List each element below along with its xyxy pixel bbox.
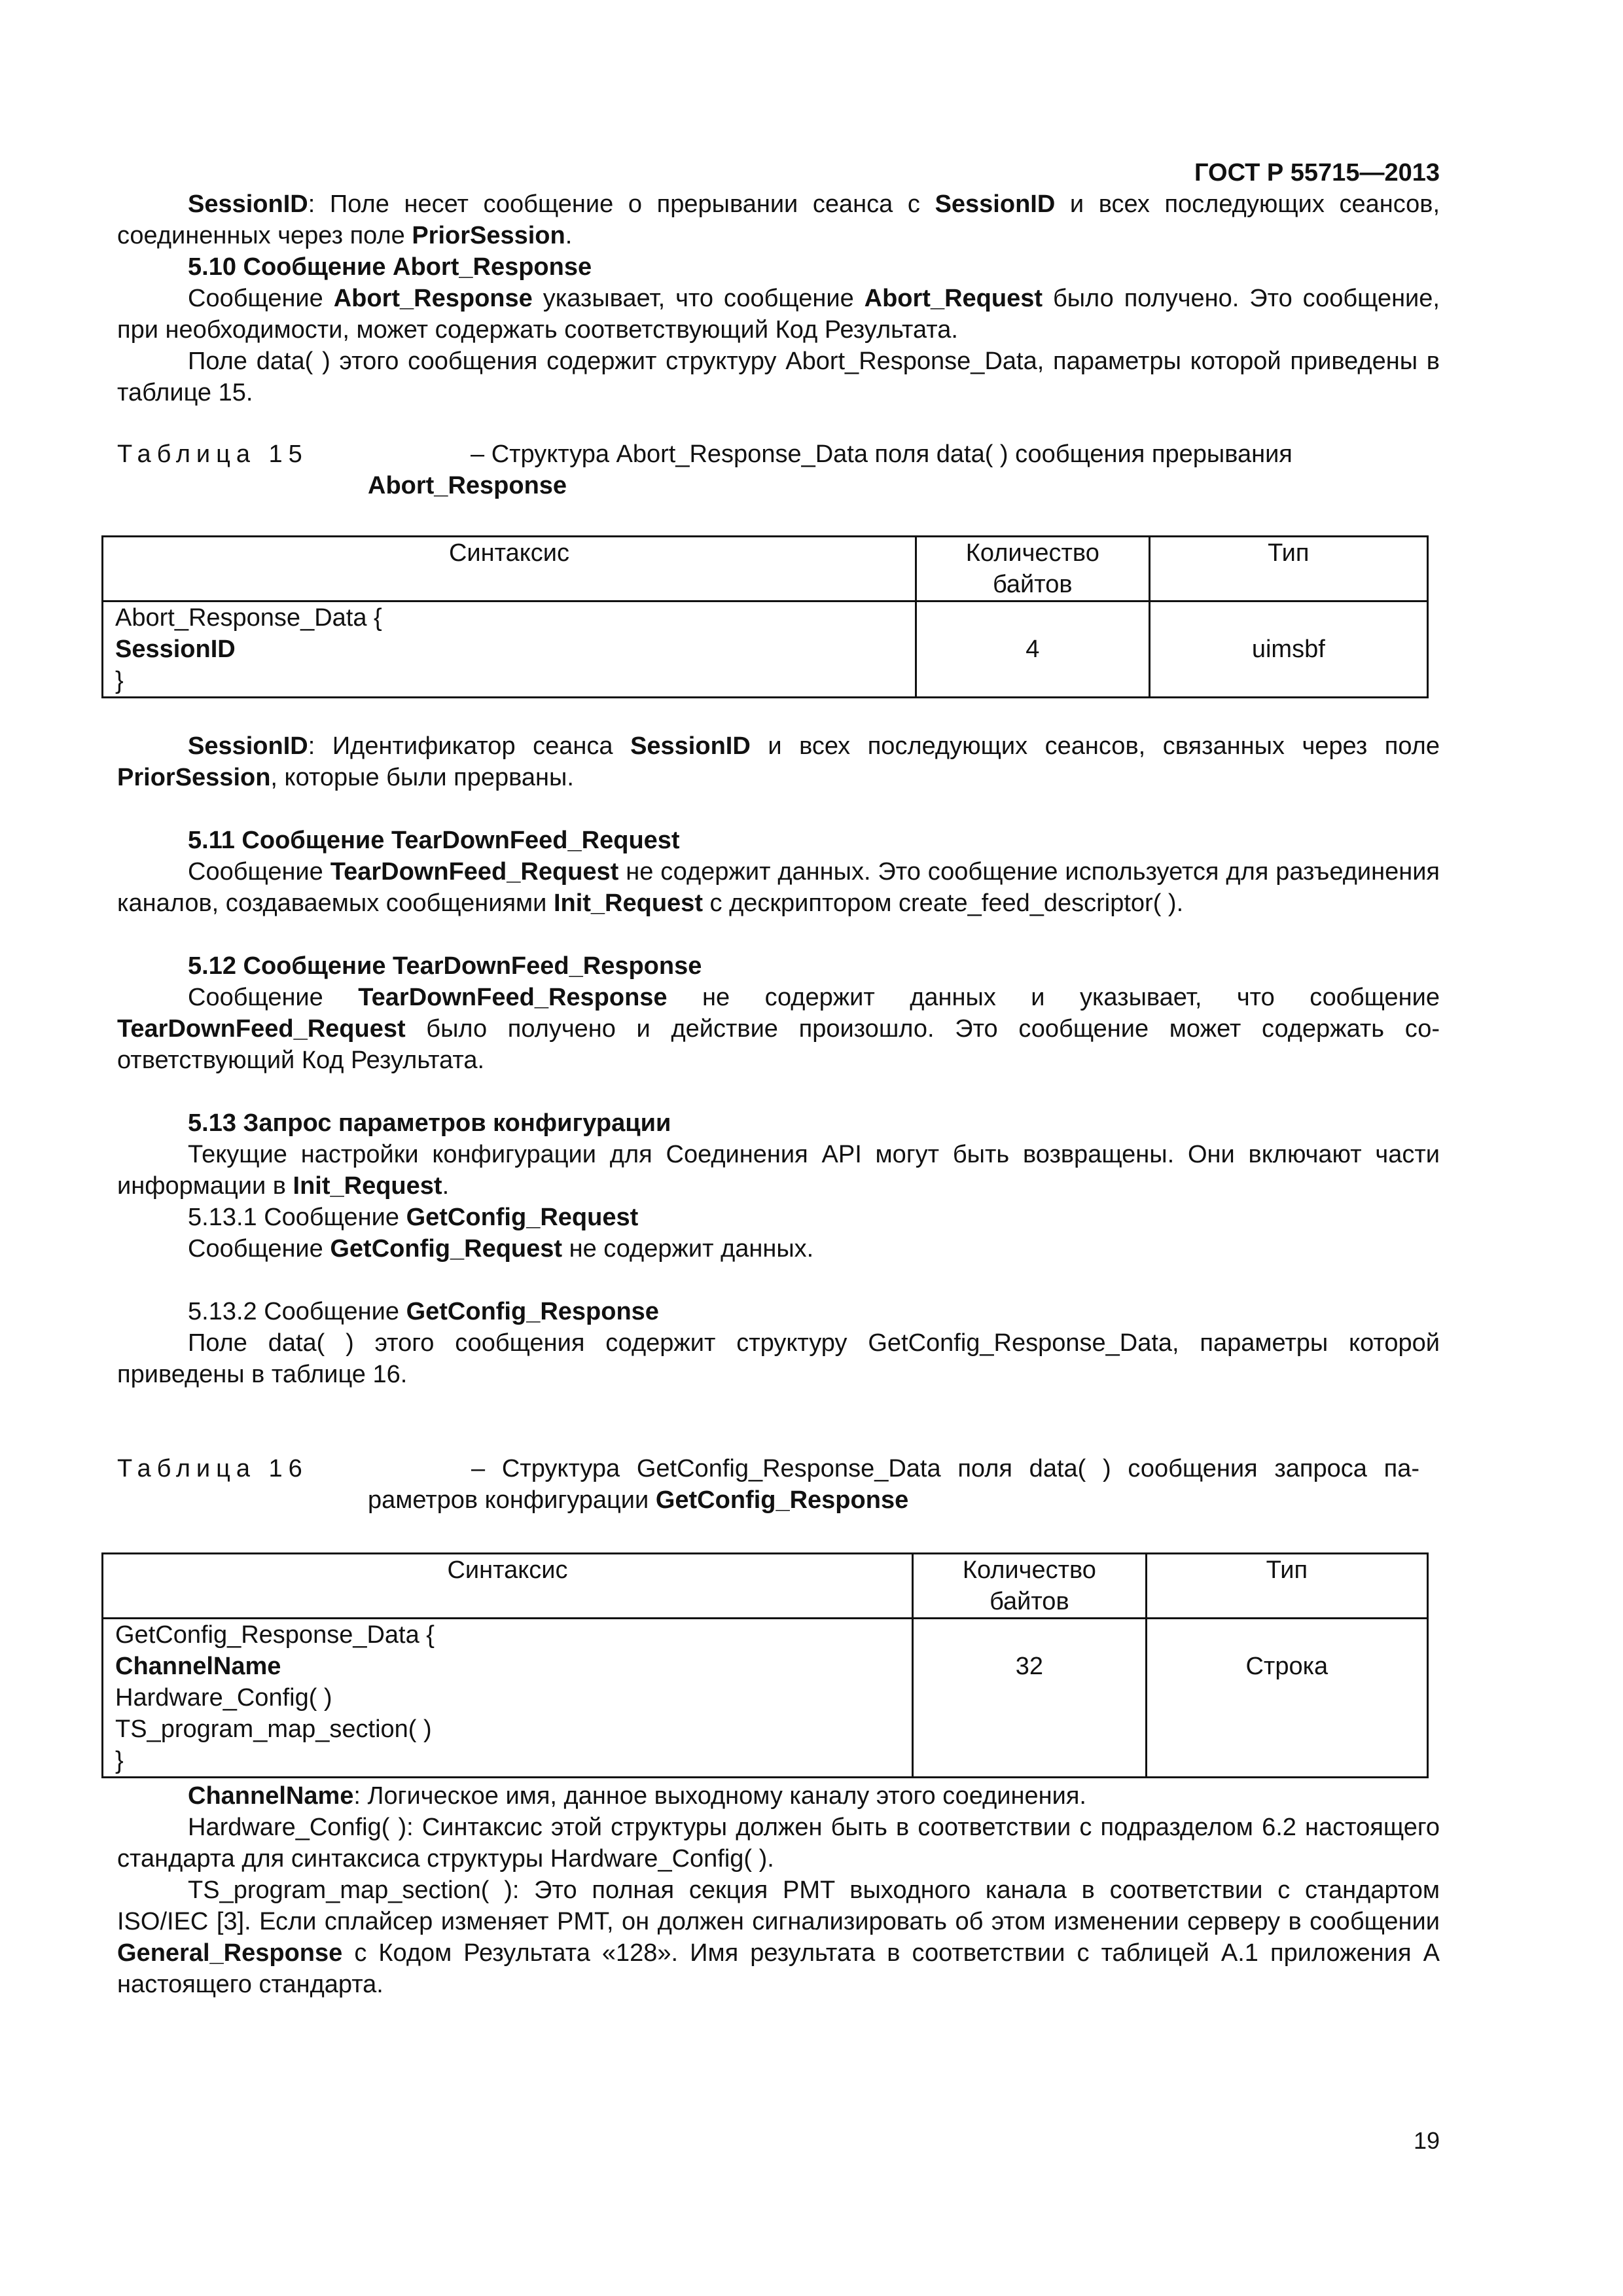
table-row [103,1619,1428,1778]
bytes-cell: 4 [916,601,1149,698]
syntax-line: TS_program_map_section( ) [115,1715,432,1743]
page-number: 19 [1413,2127,1440,2154]
channel-name-paragraph [117,1780,1440,1812]
session-id-paragraph [117,188,1440,251]
section-heading-5-10: 5.10 Сообщение Abort_Response [188,253,592,281]
text: не содержит данных и указывает, что сообщение [667,984,1440,1011]
text: . [565,222,573,249]
text: указывает, что сообщение [532,285,865,312]
syntax-line: ChannelName [115,1653,281,1680]
term: TearDownFeed_Response [358,984,668,1011]
text: было получено и действие произошло. Это сообщение может содержать соответствующий Код Результата. [117,1015,1440,1074]
text: и всех последующих сеансов, соединенных через поле [117,190,1440,249]
term: Abort_Response [333,285,533,312]
header-bytes: Количество байтов [913,1554,1147,1619]
abort-response-paragraph [117,283,1440,346]
getconfig-request-paragraph [117,1233,1440,1265]
header-syntax: Синтаксис [103,1554,913,1619]
table-header-row [103,1554,1428,1619]
text: : Логическое имя, данное выходному каналу этого соединения. [353,1782,1086,1810]
term: GetConfig_Request [330,1235,563,1263]
term: Abort_Request [864,285,1043,312]
spacer [117,919,1440,950]
syntax-line: GetConfig_Response_Data { [115,1621,435,1649]
type-cell: uimsbf [1149,601,1427,698]
syntax-cell [103,1619,913,1778]
syntax-line: Hardware_Config( ) [115,1684,332,1712]
spacer [117,1076,1440,1107]
table-label: Таблица 15 [117,440,308,468]
bytes-cell: 32 [913,1619,1147,1778]
term: Init_Request [553,889,703,917]
text: Сообщение [188,285,334,312]
text: 5.13.1 Сообщение [188,1204,406,1231]
text: Сообщение [188,984,359,1011]
table-15 [101,535,1429,698]
term: SessionID [935,190,1056,218]
text: Текущие настройки конфигурации для Соединения API могут быть возвращены. Они включают части информации в [117,1141,1440,1200]
section-5-10-block [117,188,1440,408]
text: Сообщение [188,858,330,886]
text: TS_program_map_section( ): Это полная секция PMT выходного канала в соответствии с стандартом ISO/IEC [3]. Если сплайсер изменяет PMT, он должен сигнализировать об этом изменении серверу в сообщении [117,1876,1440,1935]
term: TearDownFeed_Request [117,1015,406,1043]
text: : Идентификатор сеанса [308,732,631,760]
text: с дескриптором create_feed_descriptor( ). [702,889,1184,917]
term: PriorSession [117,764,271,791]
term: Init_Request [293,1172,442,1200]
text: не содержит данных. Это сообщение используется для разъединения каналов, создаваемых сообщениями [117,858,1440,917]
text: . [442,1172,450,1200]
header-type: Тип [1149,537,1427,601]
term: PriorSession [412,222,565,249]
table-16-notes [117,1780,1440,2000]
text: : Поле несет сообщение о прерывании сеанса с [308,190,935,218]
term: SessionID [630,732,751,760]
caption-part: – Структура GetConfig_Response_Data поля data( ) сообщения запроса параметров конфигурации [368,1455,1419,1514]
syntax-line: SessionID [115,636,236,663]
standard-designation: ГОСТ Р 55715—2013 [1194,159,1440,187]
type-cell: Строка [1146,1619,1427,1778]
table-label: Таблица 16 [117,1455,308,1482]
caption-bold: GetConfig_Response [655,1486,909,1514]
caption-bold: Abort_Response [368,472,567,499]
table-16-caption [117,1453,1419,1516]
term: ChannelName [188,1782,354,1810]
term: SessionID [188,732,308,760]
spacer [117,1265,1440,1296]
text: и всех последующих сеансов, связанных через поле [750,732,1440,760]
header-syntax: Синтаксис [103,537,916,601]
text: с Кодом Результата «128». Имя результата в соответствии с таблицей А.1 приложения А настоящего стандарта. [117,1939,1440,1998]
subsection-5-13-2 [117,1296,1440,1327]
pmt-paragraph [117,1874,1440,2000]
caption-text: – Структура Abort_Response_Data поля data( ) сообщения прерывания [471,440,1293,468]
table-16 [101,1552,1429,1778]
text: , которые были прерваны. [270,764,574,791]
header-type: Тип [1146,1554,1427,1619]
section-heading-5-13: 5.13 Запрос параметров конфигурации [188,1109,671,1137]
text: Сообщение [188,1235,330,1263]
teardown-response-paragraph [117,982,1440,1076]
syntax-cell [103,601,916,698]
sections-5-11-to-5-13 [117,730,1440,1390]
table-15-caption [117,439,1419,501]
session-id-description [117,730,1440,793]
hardware-config-paragraph: Hardware_Config( ): Синтаксис этой структуры должен быть в соответствии с подразделом 6.2 настоящего стандарта для синтаксиса структуры Hardware_Config( ). [117,1814,1440,1873]
syntax-line: } [115,1747,124,1774]
data-field-paragraph: Поле data( ) этого сообщения содержит структуру Abort_Response_Data, параметры которой приведены в таблице 15. [117,348,1440,406]
text: не содержит данных. [562,1235,814,1263]
config-paragraph [117,1139,1440,1202]
header-bytes: Количество байтов [916,537,1149,601]
term: TearDownFeed_Request [330,858,619,886]
caption-text [368,1453,1419,1516]
section-heading-5-12: 5.12 Сообщение TearDownFeed_Response [188,952,702,980]
term: GetConfig_Response [406,1298,659,1325]
spacer [117,793,1440,825]
text: 5.13.2 Сообщение [188,1298,406,1325]
getconfig-data-paragraph: Поле data( ) этого сообщения содержит структуру GetConfig_Response_Data, параметры которой приведены в таблице 16. [117,1329,1440,1388]
syntax-line: } [115,667,124,694]
term: GetConfig_Request [406,1204,639,1231]
syntax-line: Abort_Response_Data { [115,604,382,632]
term: General_Response [117,1939,343,1967]
subsection-5-13-1 [117,1202,1440,1233]
text: было получено. Это сообщение, при необходимости, может содержать соответствующий Код Результата. [117,285,1440,344]
term: SessionID [188,190,308,218]
table-row [103,601,1428,698]
section-heading-5-11: 5.11 Сообщение TearDownFeed_Request [188,827,680,854]
teardown-request-paragraph [117,856,1440,919]
table-header-row [103,537,1428,601]
